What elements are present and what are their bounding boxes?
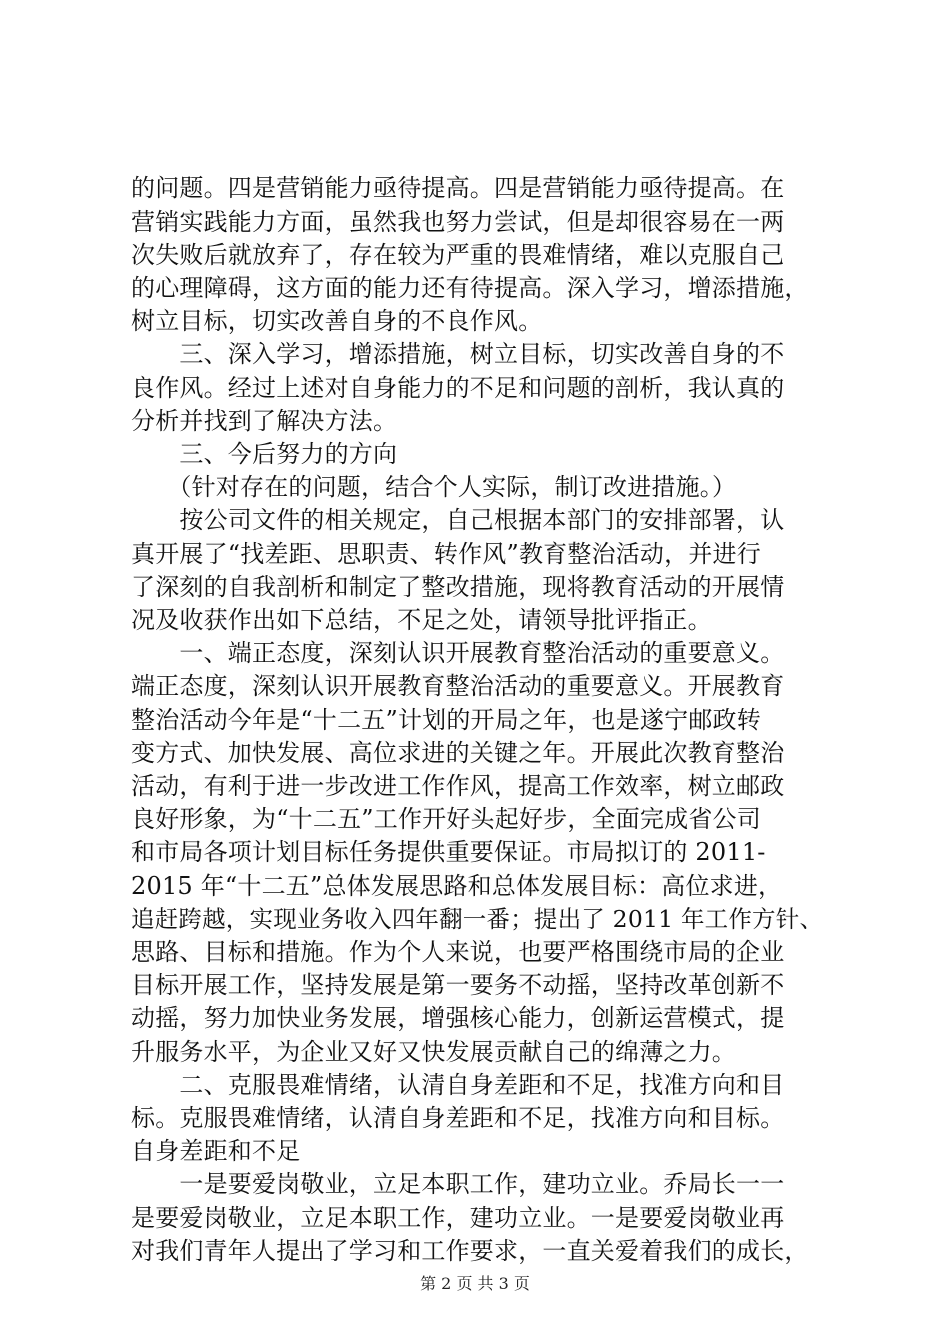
text-line: 对我们青年人提出了学习和工作要求，一直关爱着我们的成长， [131,1237,809,1265]
text-line: 变方式、加快发展、高位求进的关键之年。开展此次教育整治 [131,739,785,767]
text-line: 升服务水平，为企业又好又快发展贡献自己的绵薄之力。 [131,1038,736,1066]
text-line: 良作风。经过上述对自身能力的不足和问题的剖析，我认真的 [131,374,785,402]
text-line: 分析并找到了解决方法。 [131,407,398,435]
text-line: 和市局各项计划目标任务提供重要保证。市局拟订的 2011- [131,838,766,866]
text-line: 营销实践能力方面，虽然我也努力尝试，但是却很容易在一两 [131,208,785,236]
text-line: 的问题。四是营销能力亟待提高。四是营销能力亟待提高。在 [131,174,785,202]
text-line: 一是要爱岗敬业，立足本职工作，建功立业。乔局长一一 [131,1170,785,1198]
text-line: 三、深入学习，增添措施，树立目标，切实改善自身的不 [131,340,785,368]
text-line: （针对存在的问题，结合个人实际，制订改进措施。） [131,473,737,501]
text-line: 自身差距和不足 [131,1137,301,1165]
text-line: 良好形象，为“十二五”工作开好头起好步，全面完成省公司 [131,805,761,833]
text-line: 目标开展工作，坚持发展是第一要务不动摇，坚持改革创新不 [131,971,785,999]
text-line: 真开展了“找差距、思职责、转作风”教育整治活动，并进行 [131,540,761,568]
text-line: 一、端正态度，深刻认识开展教育整治活动的重要意义。 [131,639,785,667]
text-line: 树立目标，切实改善自身的不良作风。 [131,307,543,335]
section-heading: 三、今后努力的方向 [131,440,398,468]
text-line: 是要爱岗敬业，立足本职工作，建功立业。一是要爱岗敬业再 [131,1204,785,1232]
text-line: 二、克服畏难情绪，认清自身差距和不足，找准方向和目 [131,1071,785,1099]
text-line: 动摇，努力加快业务发展，增强核心能力，创新运营模式，提 [131,1004,785,1032]
text-line: 了深刻的自我剖析和制定了整改措施，现将教育活动的开展情 [131,573,785,601]
text-line: 整治活动今年是“十二五”计划的开局之年，也是遂宁邮政转 [131,706,761,734]
text-line: 活动，有利于进一步改进工作作风，提高工作效率，树立邮政 [131,772,785,800]
text-line: 次失败后就放弃了，存在较为严重的畏难情绪，难以克服自己 [131,241,785,269]
text-line: 按公司文件的相关规定，自己根据本部门的安排部署，认 [131,506,785,534]
page-number-footer: 第 2 页 共 3 页 [420,1274,530,1293]
text-line: 追赶跨越，实现业务收入四年翻一番；提出了 2011 年工作方针、 [131,905,824,933]
text-line: 端正态度，深刻认识开展教育整治活动的重要意义。开展教育 [131,672,785,700]
text-line: 况及收获作出如下总结，不足之处，请领导批评指正。 [131,606,712,634]
text-line: 思路、目标和措施。作为个人来说，也要严格围绕市局的企业 [131,938,785,966]
text-line: 标。克服畏难情绪，认清自身差距和不足，找准方向和目标。 [131,1104,785,1132]
text-line: 2015 年“十二五”总体发展思路和总体发展目标：高位求进， [131,872,783,900]
text-line: 的心理障碍，这方面的能力还有待提高。深入学习，增添措施， [131,274,809,302]
